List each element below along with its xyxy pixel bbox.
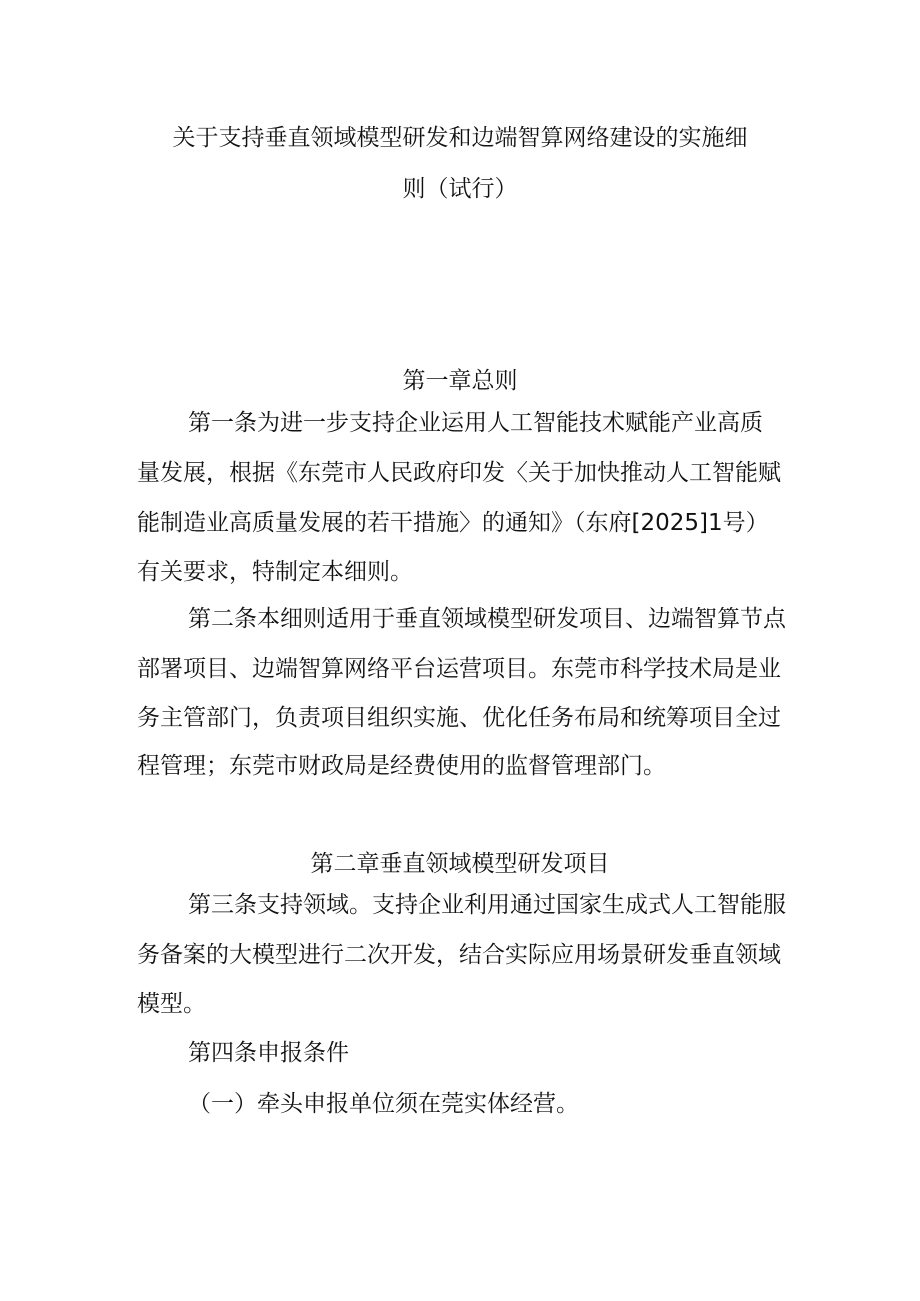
- article-1-line-2: 量发展，根据《东莞市人民政府印发〈关于加快推动人工智能赋: [137, 460, 781, 486]
- article-2-line-1: 第二条本细则适用于垂直领域模型研发项目、边端智算节点: [188, 606, 786, 632]
- article-1-line-4: 有关要求，特制定本细则。: [137, 559, 413, 585]
- article-2-line-4: 程管理；东莞市财政局是经费使用的监督管理部门。: [137, 753, 666, 779]
- article-3-line-2: 务备案的大模型进行二次开发，结合实际应用场景研发垂直领域: [137, 942, 781, 968]
- document-title-line-1: 关于支持垂直领域模型研发和边端智算网络建设的实施细: [172, 125, 748, 151]
- article-2-line-3: 务主管部门，负责项目组织实施、优化任务布局和统筹项目全过: [137, 705, 781, 731]
- article-3-line-1: 第三条支持领域。支持企业利用通过国家生成式人工智能服: [188, 892, 786, 918]
- article-2-line-2: 部署项目、边端智算网络平台运营项目。东莞市科学技术局是业: [137, 656, 781, 682]
- document-title-line-2: 则（试行）: [402, 176, 518, 202]
- article-1-line-3: 能制造业高质量发展的若干措施〉的通知》（东府[2025]1号）: [137, 510, 769, 536]
- article-3-line-3: 模型。: [137, 991, 206, 1017]
- chapter-2-heading: 第二章垂直领域模型研发项目: [310, 851, 610, 877]
- article-4-heading: 第四条申报条件: [188, 1040, 349, 1066]
- article-4-item-1: （一）牵头申报单位须在莞实体经营。: [188, 1091, 579, 1117]
- article-1-line-1: 第一条为进一步支持企业运用人工智能技术赋能产业高质: [188, 410, 763, 436]
- chapter-1-heading: 第一章总则: [402, 368, 518, 394]
